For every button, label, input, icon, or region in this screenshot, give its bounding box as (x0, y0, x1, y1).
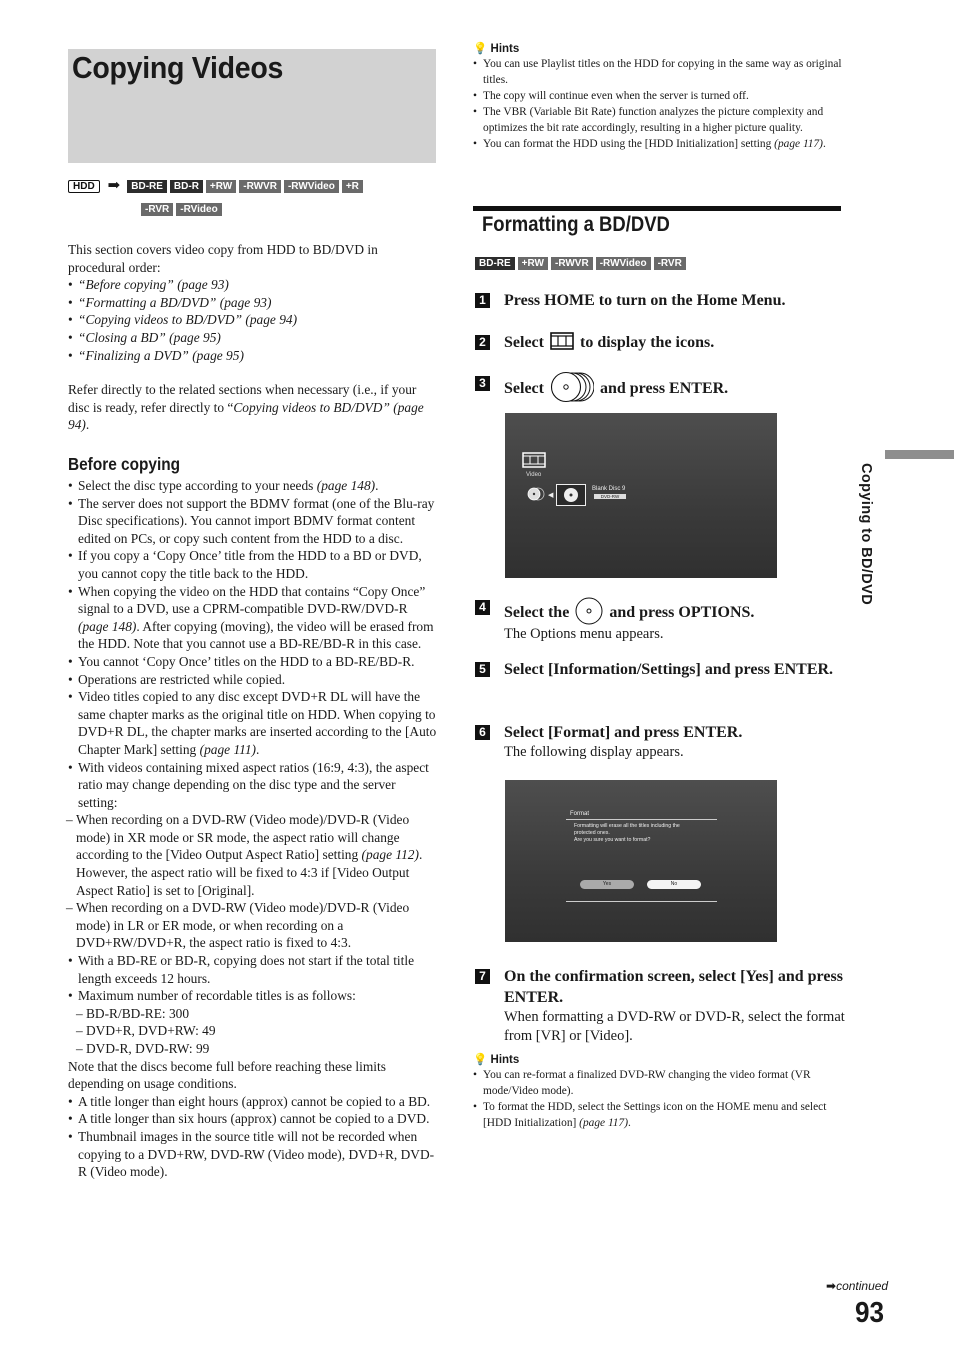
intro-text: This section covers video copy from HDD to BD/DVD in procedural order: (68, 242, 378, 275)
step-6: 6 Select [Format] and press ENTER. The following display appears. (475, 722, 845, 762)
hints-top (473, 41, 845, 152)
dialog-divider (566, 901, 717, 902)
step-1: 1 Press HOME to turn on the Home Menu. (475, 290, 845, 311)
before-copying-heading: Before copying (68, 454, 181, 474)
list-item: – DVD+R, DVD+RW: 49 (68, 1022, 438, 1040)
list-item: • The VBR (Variable Bit Rate) function analyzes the picture complexity and optimizes the bit rate accordingly, resulting in a higher picture quality. (473, 104, 845, 136)
dialog-divider (566, 819, 717, 820)
list-item: • Operations are restricted while copied. (68, 671, 438, 689)
media-badge: -RWVideo (596, 257, 651, 270)
list-item: • You can re-format a finalized DVD-RW changing the video format (VR mode/Video mode). (473, 1067, 845, 1099)
page-title: Copying Videos (72, 50, 284, 85)
step-5: 5 Select [Information/Settings] and press ENTER. (475, 659, 845, 680)
disc-title-label: Blank Disc 9 (592, 486, 626, 492)
step-7: 7 On the confirmation screen, select [Yes] and press ENTER. When formatting a DVD-RW or DVD-R, select the format from [VR] or [Video]. (475, 966, 845, 1046)
page-number: 93 (855, 1297, 885, 1329)
list-item: – DVD-R, DVD-RW: 99 (68, 1040, 438, 1058)
list-item: • You can use Playlist titles on the HDD for copying in the same way as original titles. (473, 56, 845, 88)
media-badge: -RWVR (551, 257, 593, 270)
list-item: • Maximum number of recordable titles is as follows: (68, 987, 438, 1005)
list-item: • A title longer than six hours (approx) cannot be copied to a DVD. (68, 1110, 438, 1128)
disc-type-badge: DVD-RW (594, 494, 626, 499)
list-item: • With videos containing mixed aspect ratios (16:9, 4:3), the aspect ratio may change depending on the disc type and the server setting: (68, 759, 438, 812)
yes-button[interactable]: Yes (580, 880, 634, 889)
list-item: – BD-R/BD-RE: 300 (68, 1005, 438, 1023)
list-item: • Video titles copied to any disc except DVD+R DL will have the same chapter marks as the original title on HDD. When copying to DVD+R DL, the chapter marks are inserted according to the [Auto Chapter Mark] setting (page 111). (68, 688, 438, 758)
list-item: • “Copying videos to BD/DVD” (page 94) (68, 311, 436, 329)
menu-category-label: Video (526, 472, 542, 478)
list-item: • Thumbnail images in the source title will not be recorded when copying to a DVD+RW, DVD-RW (Video mode), DVD+R, DVD-R (Video mode). (68, 1128, 438, 1181)
selected-disc-item[interactable] (556, 484, 586, 506)
lightbulb-icon: 💡 (473, 1054, 488, 1066)
hints-bottom (473, 1052, 845, 1131)
before-copying-list (68, 477, 438, 1181)
list-item: – When recording on a DVD-RW (Video mode)/DVD-R (Video mode) in LR or ER mode, or when recording on a DVD+RW/DVD+R, the aspect ratio is fixed to 4:3. (66, 899, 438, 952)
copy-path-badges (68, 176, 438, 218)
disc-stack-icon (550, 371, 594, 403)
list-item: • “Finalizing a DVD” (page 95) (68, 347, 436, 365)
lightbulb-icon: 💡 (473, 43, 488, 55)
arrow-right-icon: ➡ (107, 177, 121, 194)
list-item: • A title longer than eight hours (approx) cannot be copied to a BD. (68, 1093, 438, 1111)
target-badge: -RVR (141, 203, 173, 216)
dialog-message: Formatting will erase all the titles including the protected ones. Are you sure you want to format? (574, 823, 680, 843)
home-menu-screenshot (505, 413, 777, 578)
target-badge: BD-RE (127, 180, 167, 193)
hints-heading: 💡 Hints (473, 43, 520, 55)
disc-icon (575, 597, 603, 625)
arrow-right-icon: ➡ (826, 1279, 837, 1293)
dialog-title: Format (570, 811, 590, 817)
target-badge: -RVideo (176, 203, 221, 216)
list-item: – When recording on a DVD-RW (Video mode)/DVD-R (Video mode) in XR mode or SR mode, the aspect ratio will change according to the [Video Output Aspect Ratio] setting (page 112). However, the aspect ratio will be fixed to 4:3 if [Video Output Aspect Ratio] is set to [Original]. (66, 811, 438, 899)
format-media-badges (475, 254, 689, 272)
target-badge: -RWVR (239, 180, 281, 193)
list-item: • To format the HDD, select the Settings icon on the HOME menu and select [HDD Initialization] (page 117). (473, 1099, 845, 1131)
source-badge-hdd: HDD (68, 180, 100, 193)
section-rule (473, 206, 841, 211)
chapter-tab-marker (885, 450, 954, 459)
step-4: 4 Select the and press OPTIONS. The Options menu appears. (475, 597, 845, 644)
list-item: • You can format the HDD using the [HDD Initialization] setting (page 117). (473, 136, 845, 152)
target-badge: BD-R (170, 180, 203, 193)
intro-list (68, 276, 436, 364)
chapter-tab-label: Copying to BD/DVD (858, 463, 874, 606)
list-item: • “Formatting a BD/DVD” (page 93) (68, 294, 436, 312)
note-text: Note that the discs become full before reaching these limits depending on usage conditions. (68, 1058, 386, 1092)
continued-label: ➡continued (826, 1279, 889, 1293)
list-item: • You cannot ‘Copy Once’ titles on the HDD to a BD-RE/BD-R. (68, 653, 438, 671)
step-2: 2 Select to display the icons. (475, 332, 845, 353)
media-badge: BD-RE (475, 257, 515, 270)
step-3: 3 Select and press ENTER. (475, 371, 845, 403)
media-badge: +RW (518, 257, 548, 270)
target-badge: -RWVideo (284, 180, 339, 193)
list-item: • “Closing a BD” (page 95) (68, 329, 436, 347)
refer-text: Refer directly to the related sections when necessary (i.e., if your disc is ready, refer directly to “Copying videos to BD/DVD” (page 94). (68, 382, 424, 433)
list-item: • Select the disc type according to your needs (page 148). (68, 477, 438, 495)
media-badge: -RVR (654, 257, 686, 270)
format-dialog-screenshot (505, 780, 777, 942)
video-filmstrip-icon (522, 452, 546, 468)
section-title: Formatting a BD/DVD (482, 213, 670, 236)
target-badge: +RW (206, 180, 236, 193)
list-item: • The copy will continue even when the server is turned off. (473, 88, 845, 104)
list-item: • If you copy a ‘Copy Once’ title from the HDD to a BD or DVD, you cannot copy the title back to the HDD. (68, 547, 438, 582)
list-item: • With a BD-RE or BD-R, copying does not start if the total title length exceeds 12 hours. (68, 952, 438, 987)
disc-icon (557, 485, 585, 505)
list-item: • When copying the video on the HDD that contains “Copy Once” signal to a DVD, use a CPRM-compatible DVD-RW/DVD-R (page 148). After copying (moving), the video will be erased from the HDD. Note that you cannot use a BD-RE/BD-R in this case. (68, 583, 438, 653)
intro-block (68, 241, 436, 434)
video-filmstrip-icon (550, 332, 574, 350)
no-button[interactable]: No (647, 880, 701, 889)
list-item: • The server does not support the BDMV format (one of the Blu-ray Disc specifications). You cannot import BDMV format content edited on PCs, or copy such content from the HDD to a disc. (68, 495, 438, 548)
hints-heading: 💡 Hints (473, 1054, 520, 1066)
disc-stack-icon (527, 487, 545, 501)
list-item: • “Before copying” (page 93) (68, 276, 436, 294)
arrow-left-icon: ◀ (548, 491, 554, 499)
target-badge: +R (342, 180, 363, 193)
